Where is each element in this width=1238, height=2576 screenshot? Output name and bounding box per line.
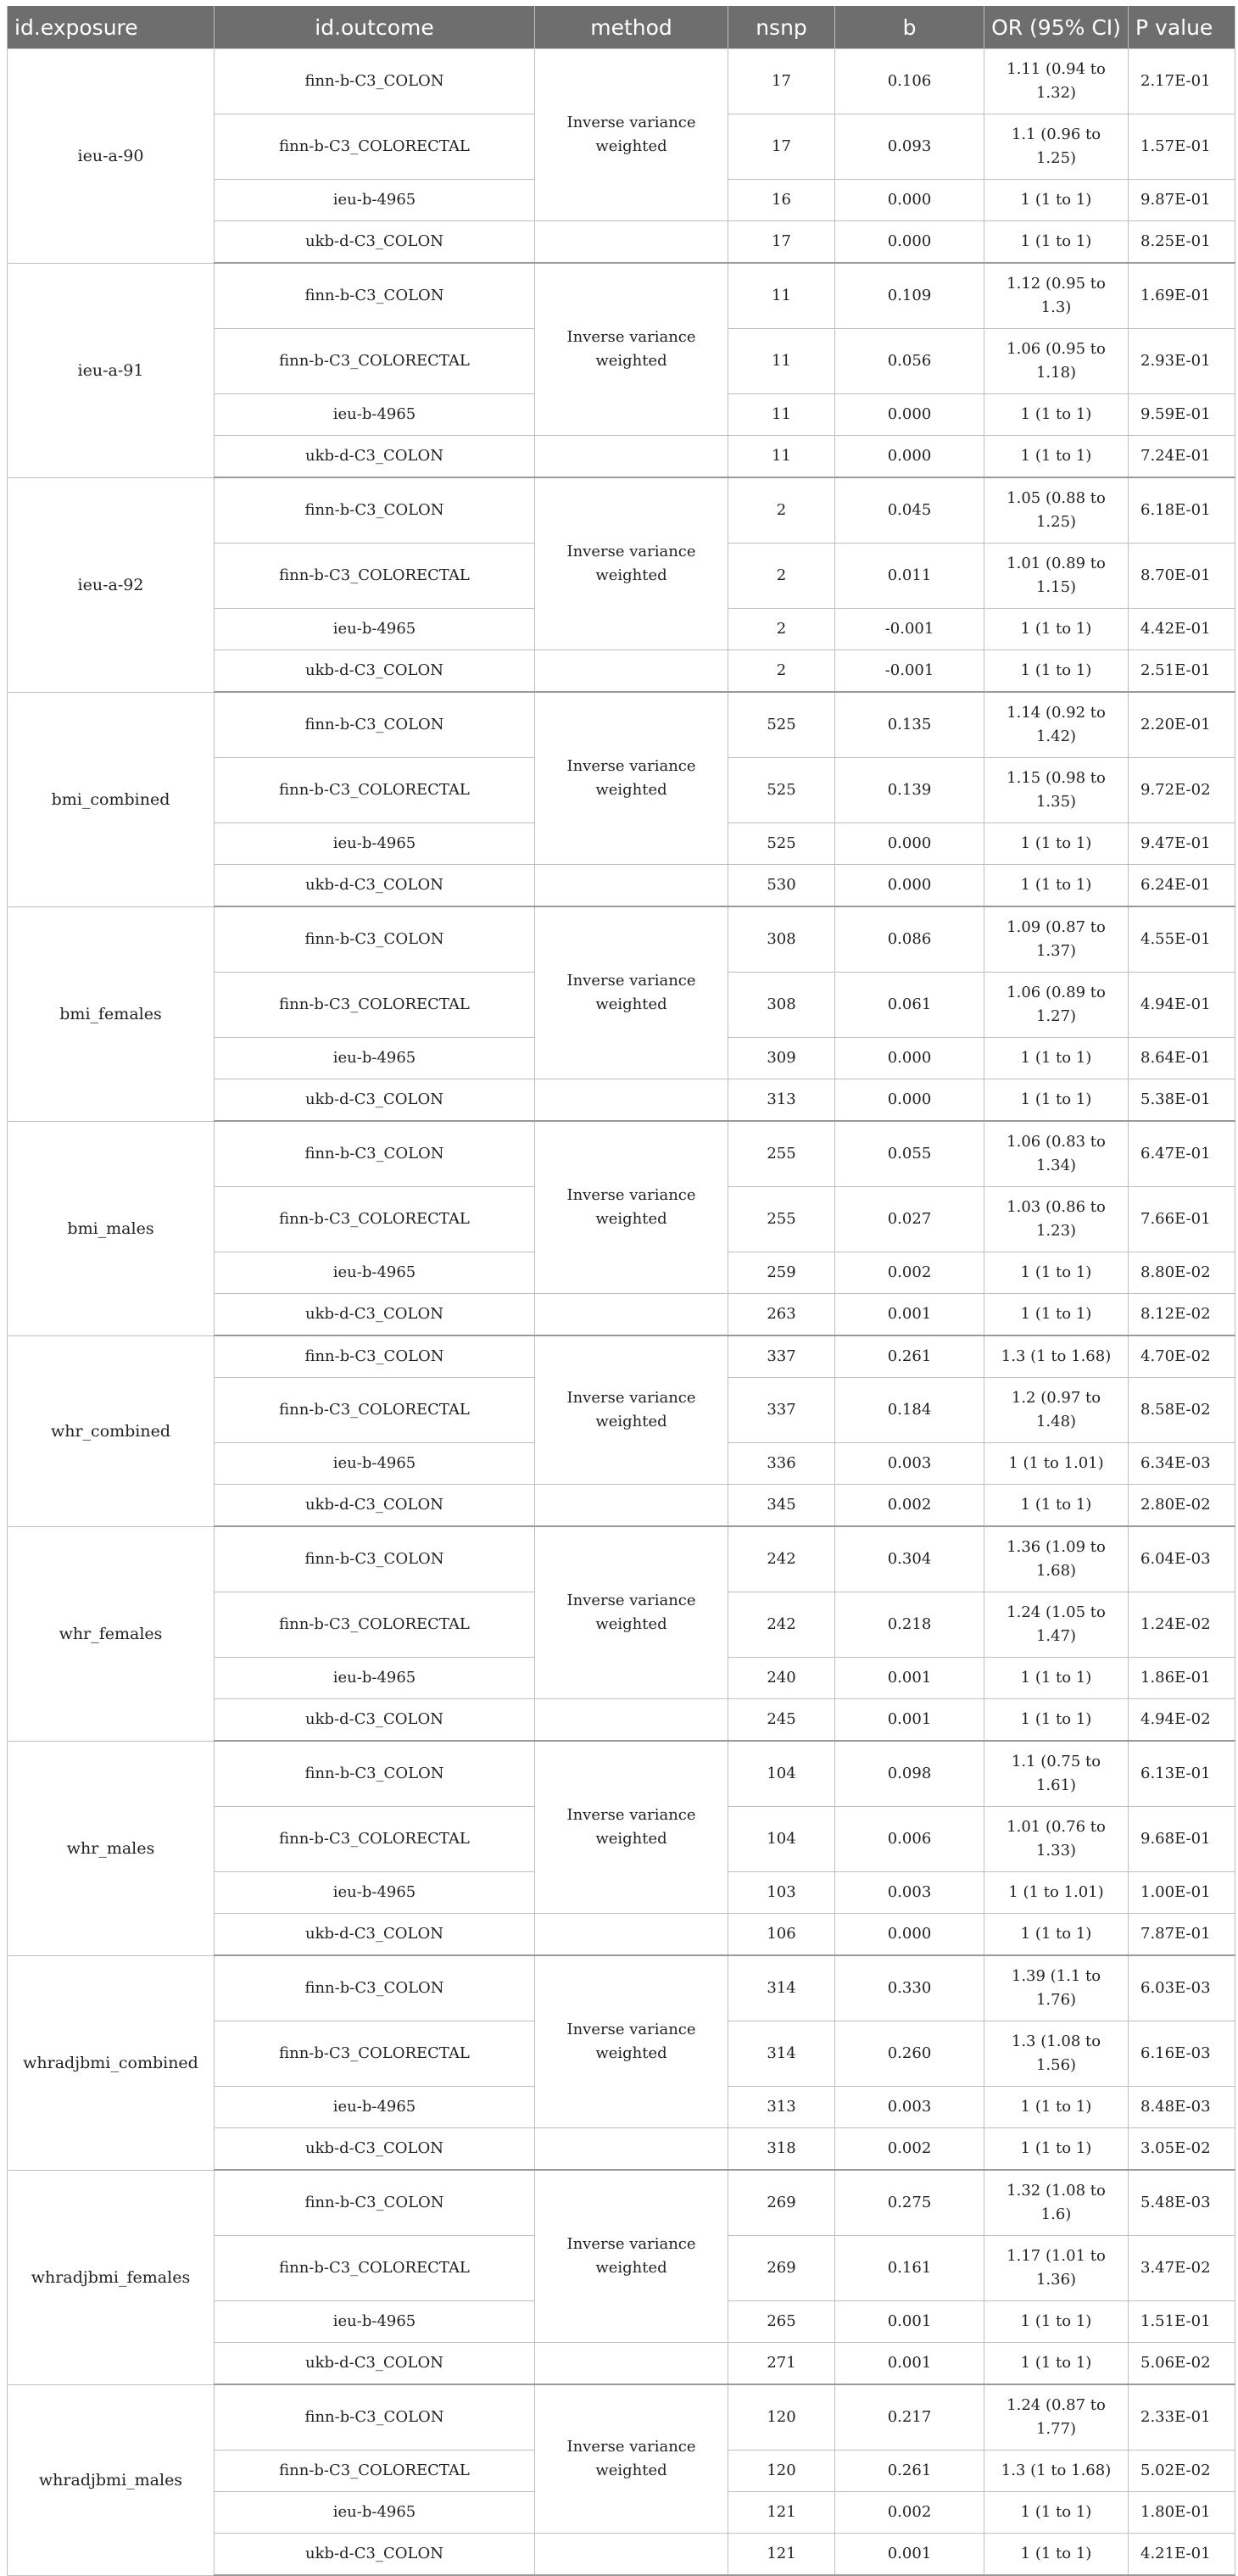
beta-cell: 0.109 [835, 263, 984, 329]
col-header-or: OR (95% CI) [984, 6, 1129, 49]
outcome-cell: ieu-b-4965 [215, 1872, 535, 1914]
method-cell: Inverse variance weighted [535, 692, 728, 865]
nsnp-cell: 308 [728, 906, 835, 973]
outcome-cell: finn-b-C3_COLON [215, 906, 535, 973]
mr-results-table [7, 6, 1235, 2576]
or-ci-cell: 1.3 (1 to 1.68) [984, 1335, 1129, 1378]
or-ci-cell: 1 (1 to 1) [984, 1252, 1129, 1294]
or-ci-cell: 1 (1 to 1) [984, 394, 1129, 436]
outcome-cell: finn-b-C3_COLON [215, 2384, 535, 2451]
pvalue-cell: 1.57E-01 [1129, 114, 1235, 180]
nsnp-cell: 240 [728, 1658, 835, 1699]
beta-cell: 0.003 [835, 1443, 984, 1485]
outcome-cell: ukb-d-C3_COLON [215, 1294, 535, 1336]
beta-cell: 0.001 [835, 1699, 984, 1742]
pvalue-cell: 9.68E-01 [1129, 1807, 1235, 1872]
outcome-cell: finn-b-C3_COLORECTAL [215, 973, 535, 1038]
beta-cell: 0.000 [835, 823, 984, 865]
outcome-cell: finn-b-C3_COLON [215, 2170, 535, 2236]
pvalue-cell: 2.51E-01 [1129, 650, 1235, 693]
nsnp-cell: 309 [728, 1038, 835, 1079]
nsnp-cell: 11 [728, 436, 835, 478]
or-ci-cell: 1.14 (0.92 to 1.42) [984, 692, 1129, 758]
nsnp-cell: 345 [728, 1485, 835, 1527]
nsnp-cell: 245 [728, 1699, 835, 1742]
beta-cell: 0.045 [835, 477, 984, 544]
method-cell-empty [535, 2534, 728, 2576]
table-row [8, 263, 1235, 329]
pvalue-cell: 6.16E-03 [1129, 2021, 1235, 2087]
nsnp-cell: 525 [728, 692, 835, 758]
pvalue-cell: 8.25E-01 [1129, 221, 1235, 264]
or-ci-cell: 1 (1 to 1) [984, 1914, 1129, 1956]
pvalue-cell: 4.94E-01 [1129, 973, 1235, 1038]
nsnp-cell: 121 [728, 2492, 835, 2534]
or-ci-cell: 1.01 (0.89 to 1.15) [984, 544, 1129, 609]
pvalue-cell: 8.64E-01 [1129, 1038, 1235, 1079]
nsnp-cell: 120 [728, 2451, 835, 2492]
or-ci-cell: 1.17 (1.01 to 1.36) [984, 2236, 1129, 2301]
nsnp-cell: 2 [728, 609, 835, 650]
beta-cell: 0.000 [835, 865, 984, 907]
or-ci-cell: 1 (1 to 1) [984, 180, 1129, 221]
outcome-cell: ieu-b-4965 [215, 2492, 535, 2534]
outcome-cell: ukb-d-C3_COLON [215, 1485, 535, 1527]
method-cell: Inverse variance weighted [535, 906, 728, 1079]
beta-cell: 0.261 [835, 1335, 984, 1378]
outcome-cell: finn-b-C3_COLORECTAL [215, 2021, 535, 2087]
nsnp-cell: 313 [728, 1079, 835, 1122]
exposure-cell: ieu-a-91 [8, 263, 215, 477]
beta-cell: 0.139 [835, 758, 984, 823]
outcome-cell: finn-b-C3_COLORECTAL [215, 1592, 535, 1658]
outcome-cell: ukb-d-C3_COLON [215, 436, 535, 478]
outcome-cell: finn-b-C3_COLORECTAL [215, 1378, 535, 1443]
beta-cell: 0.000 [835, 221, 984, 264]
nsnp-cell: 525 [728, 758, 835, 823]
pvalue-cell: 6.24E-01 [1129, 865, 1235, 907]
pvalue-cell: 1.80E-01 [1129, 2492, 1235, 2534]
method-cell: Inverse variance weighted [535, 49, 728, 221]
pvalue-cell: 1.86E-01 [1129, 1658, 1235, 1699]
nsnp-cell: 2 [728, 544, 835, 609]
pvalue-cell: 1.51E-01 [1129, 2301, 1235, 2343]
pvalue-cell: 3.05E-02 [1129, 2128, 1235, 2171]
pvalue-cell: 4.42E-01 [1129, 609, 1235, 650]
method-cell-empty [535, 1485, 728, 1527]
nsnp-cell: 16 [728, 180, 835, 221]
or-ci-cell: 1 (1 to 1) [984, 436, 1129, 478]
or-ci-cell: 1 (1 to 1) [984, 1038, 1129, 1079]
nsnp-cell: 11 [728, 394, 835, 436]
beta-cell: 0.001 [835, 2534, 984, 2576]
or-ci-cell: 1.06 (0.89 to 1.27) [984, 973, 1129, 1038]
pvalue-cell: 6.47E-01 [1129, 1121, 1235, 1187]
pvalue-cell: 6.04E-03 [1129, 1526, 1235, 1592]
header-row [8, 6, 1235, 49]
beta-cell: 0.061 [835, 973, 984, 1038]
method-cell-empty [535, 221, 728, 264]
beta-cell: 0.055 [835, 1121, 984, 1187]
beta-cell: -0.001 [835, 650, 984, 693]
pvalue-cell: 9.59E-01 [1129, 394, 1235, 436]
or-ci-cell: 1 (1 to 1) [984, 2087, 1129, 2128]
beta-cell: 0.003 [835, 2087, 984, 2128]
beta-cell: 0.001 [835, 1294, 984, 1336]
nsnp-cell: 308 [728, 973, 835, 1038]
or-ci-cell: 1 (1 to 1) [984, 2534, 1129, 2576]
nsnp-cell: 121 [728, 2534, 835, 2576]
nsnp-cell: 318 [728, 2128, 835, 2171]
or-ci-cell: 1 (1 to 1) [984, 1699, 1129, 1742]
method-cell: Inverse variance weighted [535, 1335, 728, 1485]
beta-cell: 0.002 [835, 1252, 984, 1294]
outcome-cell: ukb-d-C3_COLON [215, 865, 535, 907]
beta-cell: 0.001 [835, 2301, 984, 2343]
outcome-cell: ukb-d-C3_COLON [215, 221, 535, 264]
or-ci-cell: 1.24 (0.87 to 1.77) [984, 2384, 1129, 2451]
nsnp-cell: 17 [728, 49, 835, 114]
or-ci-cell: 1.36 (1.09 to 1.68) [984, 1526, 1129, 1592]
nsnp-cell: 2 [728, 477, 835, 544]
outcome-cell: finn-b-C3_COLORECTAL [215, 1187, 535, 1252]
beta-cell: 0.135 [835, 692, 984, 758]
or-ci-cell: 1.3 (1 to 1.68) [984, 2451, 1129, 2492]
pvalue-cell: 2.93E-01 [1129, 329, 1235, 394]
or-ci-cell: 1 (1 to 1) [984, 609, 1129, 650]
pvalue-cell: 7.87E-01 [1129, 1914, 1235, 1956]
outcome-cell: finn-b-C3_COLORECTAL [215, 544, 535, 609]
exposure-cell: bmi_females [8, 906, 215, 1121]
pvalue-cell: 5.48E-03 [1129, 2170, 1235, 2236]
exposure-cell: bmi_males [8, 1121, 215, 1335]
or-ci-cell: 1.01 (0.76 to 1.33) [984, 1807, 1129, 1872]
table-row [8, 1741, 1235, 1807]
nsnp-cell: 259 [728, 1252, 835, 1294]
beta-cell: 0.001 [835, 1658, 984, 1699]
beta-cell: -0.001 [835, 609, 984, 650]
exposure-cell: whradjbmi_combined [8, 1955, 215, 2170]
or-ci-cell: 1 (1 to 1) [984, 1658, 1129, 1699]
table-row [8, 477, 1235, 544]
pvalue-cell: 2.20E-01 [1129, 692, 1235, 758]
beta-cell: 0.002 [835, 2492, 984, 2534]
nsnp-cell: 263 [728, 1294, 835, 1336]
outcome-cell: finn-b-C3_COLON [215, 49, 535, 114]
pvalue-cell: 2.80E-02 [1129, 1485, 1235, 1527]
beta-cell: 0.002 [835, 2128, 984, 2171]
or-ci-cell: 1.09 (0.87 to 1.37) [984, 906, 1129, 973]
or-ci-cell: 1.05 (0.88 to 1.25) [984, 477, 1129, 544]
pvalue-cell: 5.02E-02 [1129, 2451, 1235, 2492]
nsnp-cell: 337 [728, 1378, 835, 1443]
pvalue-cell: 8.80E-02 [1129, 1252, 1235, 1294]
table-row [8, 49, 1235, 114]
pvalue-cell: 7.24E-01 [1129, 436, 1235, 478]
nsnp-cell: 314 [728, 1955, 835, 2021]
nsnp-cell: 106 [728, 1914, 835, 1956]
nsnp-cell: 255 [728, 1187, 835, 1252]
table-row [8, 906, 1235, 973]
beta-cell: 0.000 [835, 436, 984, 478]
col-header-outcome: id.outcome [215, 6, 535, 49]
or-ci-cell: 1.39 (1.1 to 1.76) [984, 1955, 1129, 2021]
method-cell-empty [535, 1699, 728, 1742]
nsnp-cell: 336 [728, 1443, 835, 1485]
table-row [8, 1955, 1235, 2021]
nsnp-cell: 313 [728, 2087, 835, 2128]
beta-cell: 0.002 [835, 1485, 984, 1527]
nsnp-cell: 269 [728, 2170, 835, 2236]
pvalue-cell: 6.18E-01 [1129, 477, 1235, 544]
beta-cell: 0.184 [835, 1378, 984, 1443]
beta-cell: 0.001 [835, 2343, 984, 2385]
outcome-cell: ieu-b-4965 [215, 2301, 535, 2343]
method-cell: Inverse variance weighted [535, 263, 728, 436]
beta-cell: 0.056 [835, 329, 984, 394]
beta-cell: 0.330 [835, 1955, 984, 2021]
nsnp-cell: 314 [728, 2021, 835, 2087]
pvalue-cell: 7.66E-01 [1129, 1187, 1235, 1252]
table-row [8, 1526, 1235, 1592]
pvalue-cell: 6.34E-03 [1129, 1443, 1235, 1485]
or-ci-cell: 1 (1 to 1) [984, 2492, 1129, 2534]
outcome-cell: ukb-d-C3_COLON [215, 1079, 535, 1122]
results-table-container [7, 6, 1235, 2576]
table-row [8, 2170, 1235, 2236]
method-cell: Inverse variance weighted [535, 1526, 728, 1699]
beta-cell: 0.161 [835, 2236, 984, 2301]
exposure-cell: ieu-a-92 [8, 477, 215, 692]
or-ci-cell: 1.24 (1.05 to 1.47) [984, 1592, 1129, 1658]
beta-cell: 0.000 [835, 1079, 984, 1122]
nsnp-cell: 525 [728, 823, 835, 865]
outcome-cell: ieu-b-4965 [215, 1658, 535, 1699]
outcome-cell: finn-b-C3_COLON [215, 477, 535, 544]
pvalue-cell: 9.87E-01 [1129, 180, 1235, 221]
outcome-cell: finn-b-C3_COLORECTAL [215, 1807, 535, 1872]
beta-cell: 0.275 [835, 2170, 984, 2236]
beta-cell: 0.000 [835, 394, 984, 436]
exposure-cell: whr_females [8, 1526, 215, 1741]
col-header-exposure: id.exposure [8, 6, 215, 49]
beta-cell: 0.027 [835, 1187, 984, 1252]
method-cell-empty [535, 1079, 728, 1122]
method-cell-empty [535, 436, 728, 478]
or-ci-cell: 1 (1 to 1) [984, 1485, 1129, 1527]
exposure-cell: bmi_combined [8, 692, 215, 906]
outcome-cell: finn-b-C3_COLON [215, 263, 535, 329]
nsnp-cell: 104 [728, 1807, 835, 1872]
beta-cell: 0.011 [835, 544, 984, 609]
method-cell-empty [535, 1914, 728, 1956]
or-ci-cell: 1 (1 to 1) [984, 1294, 1129, 1336]
exposure-cell: ieu-a-90 [8, 49, 215, 264]
method-cell: Inverse variance weighted [535, 1955, 728, 2128]
or-ci-cell: 1.32 (1.08 to 1.6) [984, 2170, 1129, 2236]
outcome-cell: finn-b-C3_COLORECTAL [215, 758, 535, 823]
or-ci-cell: 1 (1 to 1.01) [984, 1443, 1129, 1485]
beta-cell: 0.086 [835, 906, 984, 973]
beta-cell: 0.093 [835, 114, 984, 180]
outcome-cell: ukb-d-C3_COLON [215, 650, 535, 693]
pvalue-cell: 8.58E-02 [1129, 1378, 1235, 1443]
outcome-cell: finn-b-C3_COLON [215, 1335, 535, 1378]
nsnp-cell: 271 [728, 2343, 835, 2385]
outcome-cell: finn-b-C3_COLON [215, 1955, 535, 2021]
beta-cell: 0.000 [835, 1038, 984, 1079]
pvalue-cell: 4.21E-01 [1129, 2534, 1235, 2576]
nsnp-cell: 269 [728, 2236, 835, 2301]
pvalue-cell: 1.00E-01 [1129, 1872, 1235, 1914]
outcome-cell: ukb-d-C3_COLON [215, 1914, 535, 1956]
outcome-cell: ieu-b-4965 [215, 1252, 535, 1294]
nsnp-cell: 11 [728, 263, 835, 329]
or-ci-cell: 1.1 (0.75 to 1.61) [984, 1741, 1129, 1807]
nsnp-cell: 242 [728, 1592, 835, 1658]
col-header-b: b [835, 6, 984, 49]
outcome-cell: ieu-b-4965 [215, 823, 535, 865]
method-cell-empty [535, 650, 728, 693]
pvalue-cell: 4.70E-02 [1129, 1335, 1235, 1378]
beta-cell: 0.003 [835, 1872, 984, 1914]
pvalue-cell: 2.17E-01 [1129, 49, 1235, 114]
beta-cell: 0.000 [835, 1914, 984, 1956]
beta-cell: 0.098 [835, 1741, 984, 1807]
or-ci-cell: 1 (1 to 1) [984, 823, 1129, 865]
beta-cell: 0.217 [835, 2384, 984, 2451]
or-ci-cell: 1 (1 to 1) [984, 2301, 1129, 2343]
pvalue-cell: 4.55E-01 [1129, 906, 1235, 973]
nsnp-cell: 11 [728, 329, 835, 394]
nsnp-cell: 17 [728, 114, 835, 180]
beta-cell: 0.218 [835, 1592, 984, 1658]
method-cell: Inverse variance weighted [535, 477, 728, 650]
outcome-cell: finn-b-C3_COLON [215, 1741, 535, 1807]
or-ci-cell: 1.12 (0.95 to 1.3) [984, 263, 1129, 329]
pvalue-cell: 8.48E-03 [1129, 2087, 1235, 2128]
pvalue-cell: 9.72E-02 [1129, 758, 1235, 823]
pvalue-cell: 6.13E-01 [1129, 1741, 1235, 1807]
method-cell-empty [535, 1294, 728, 1336]
outcome-cell: ukb-d-C3_COLON [215, 2343, 535, 2385]
or-ci-cell: 1.1 (0.96 to 1.25) [984, 114, 1129, 180]
outcome-cell: finn-b-C3_COLORECTAL [215, 329, 535, 394]
or-ci-cell: 1 (1 to 1.01) [984, 1872, 1129, 1914]
table-row [8, 1335, 1235, 1378]
pvalue-cell: 1.69E-01 [1129, 263, 1235, 329]
pvalue-cell: 8.70E-01 [1129, 544, 1235, 609]
or-ci-cell: 1 (1 to 1) [984, 2343, 1129, 2385]
nsnp-cell: 337 [728, 1335, 835, 1378]
col-header-pvalue: P value [1129, 6, 1235, 49]
method-cell-empty [535, 865, 728, 907]
or-ci-cell: 1.06 (0.83 to 1.34) [984, 1121, 1129, 1187]
or-ci-cell: 1.06 (0.95 to 1.18) [984, 329, 1129, 394]
exposure-cell: whr_males [8, 1741, 215, 1955]
method-cell-empty [535, 2343, 728, 2385]
nsnp-cell: 17 [728, 221, 835, 264]
nsnp-cell: 104 [728, 1741, 835, 1807]
or-ci-cell: 1.2 (0.97 to 1.48) [984, 1378, 1129, 1443]
outcome-cell: finn-b-C3_COLORECTAL [215, 2236, 535, 2301]
outcome-cell: ukb-d-C3_COLON [215, 1699, 535, 1742]
pvalue-cell: 3.47E-02 [1129, 2236, 1235, 2301]
col-header-nsnp: nsnp [728, 6, 835, 49]
nsnp-cell: 255 [728, 1121, 835, 1187]
outcome-cell: finn-b-C3_COLON [215, 1526, 535, 1592]
or-ci-cell: 1.11 (0.94 to 1.32) [984, 49, 1129, 114]
nsnp-cell: 2 [728, 650, 835, 693]
or-ci-cell: 1 (1 to 1) [984, 2128, 1129, 2171]
beta-cell: 0.006 [835, 1807, 984, 1872]
pvalue-cell: 5.38E-01 [1129, 1079, 1235, 1122]
or-ci-cell: 1 (1 to 1) [984, 865, 1129, 907]
outcome-cell: finn-b-C3_COLON [215, 692, 535, 758]
nsnp-cell: 103 [728, 1872, 835, 1914]
beta-cell: 0.260 [835, 2021, 984, 2087]
pvalue-cell: 1.24E-02 [1129, 1592, 1235, 1658]
or-ci-cell: 1 (1 to 1) [984, 221, 1129, 264]
or-ci-cell: 1 (1 to 1) [984, 1079, 1129, 1122]
beta-cell: 0.261 [835, 2451, 984, 2492]
pvalue-cell: 6.03E-03 [1129, 1955, 1235, 2021]
beta-cell: 0.000 [835, 180, 984, 221]
nsnp-cell: 530 [728, 865, 835, 907]
outcome-cell: ieu-b-4965 [215, 609, 535, 650]
or-ci-cell: 1.15 (0.98 to 1.35) [984, 758, 1129, 823]
or-ci-cell: 1.3 (1.08 to 1.56) [984, 2021, 1129, 2087]
nsnp-cell: 120 [728, 2384, 835, 2451]
table-row [8, 1121, 1235, 1187]
pvalue-cell: 8.12E-02 [1129, 1294, 1235, 1336]
table-row [8, 2384, 1235, 2451]
pvalue-cell: 9.47E-01 [1129, 823, 1235, 865]
outcome-cell: ieu-b-4965 [215, 180, 535, 221]
table-body [8, 49, 1235, 2576]
nsnp-cell: 265 [728, 2301, 835, 2343]
outcome-cell: finn-b-C3_COLORECTAL [215, 114, 535, 180]
outcome-cell: finn-b-C3_COLORECTAL [215, 2451, 535, 2492]
exposure-cell: whr_combined [8, 1335, 215, 1526]
table-row [8, 692, 1235, 758]
exposure-cell: whradjbmi_females [8, 2170, 215, 2384]
method-cell: Inverse variance weighted [535, 1741, 728, 1914]
outcome-cell: ukb-d-C3_COLON [215, 2128, 535, 2171]
outcome-cell: finn-b-C3_COLON [215, 1121, 535, 1187]
beta-cell: 0.106 [835, 49, 984, 114]
pvalue-cell: 5.06E-02 [1129, 2343, 1235, 2385]
outcome-cell: ieu-b-4965 [215, 1443, 535, 1485]
method-cell: Inverse variance weighted [535, 1121, 728, 1294]
method-cell-empty [535, 2128, 728, 2171]
exposure-cell: whradjbmi_males [8, 2384, 215, 2575]
or-ci-cell: 1.03 (0.86 to 1.23) [984, 1187, 1129, 1252]
outcome-cell: ukb-d-C3_COLON [215, 2534, 535, 2576]
or-ci-cell: 1 (1 to 1) [984, 650, 1129, 693]
nsnp-cell: 242 [728, 1526, 835, 1592]
pvalue-cell: 4.94E-02 [1129, 1699, 1235, 1742]
outcome-cell: ieu-b-4965 [215, 1038, 535, 1079]
outcome-cell: ieu-b-4965 [215, 2087, 535, 2128]
pvalue-cell: 2.33E-01 [1129, 2384, 1235, 2451]
beta-cell: 0.304 [835, 1526, 984, 1592]
col-header-method: method [535, 6, 728, 49]
outcome-cell: ieu-b-4965 [215, 394, 535, 436]
method-cell: Inverse variance weighted [535, 2170, 728, 2343]
method-cell: Inverse variance weighted [535, 2384, 728, 2534]
